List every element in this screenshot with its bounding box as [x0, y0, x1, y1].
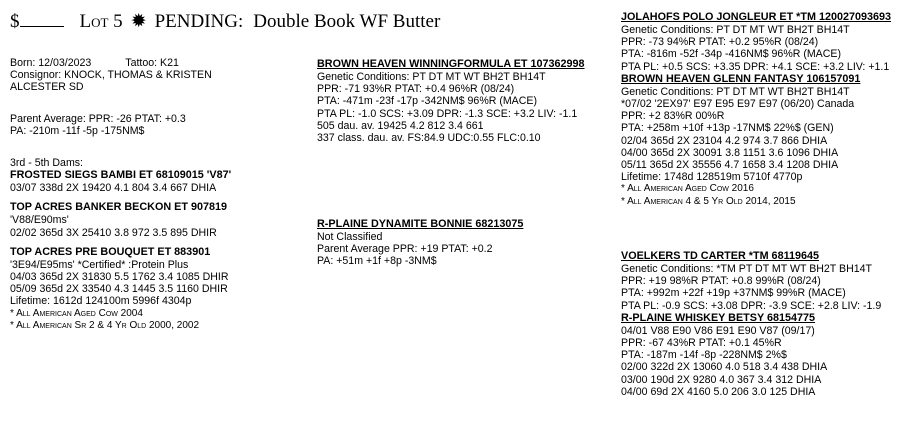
sire-classified-daughters: 337 class. dau. av. FS:84.9 UDC:0.55 FLC:0.10 [317, 132, 541, 145]
dam-award: * All American Aged Cow 2004 [10, 307, 143, 319]
consignor: Consignor: KNOCK, THOMAS & KRISTEN [10, 69, 212, 82]
sire-daughters: 505 dau. av. 19425 4.2 812 3.4 661 [317, 119, 484, 132]
left-column [10, 57, 300, 332]
ppr: PPR: -73 94%R PTAT: +0.2 95%R (08/24) [621, 36, 819, 49]
tattoo: Tattoo: K21 [125, 57, 179, 69]
dam-name: TOP ACRES BANKER BECKON ET 907819 [10, 201, 227, 214]
lifetime: Lifetime: 1748d 128519m 5710f 4770p [621, 171, 803, 184]
lot-label: Lot 5 [79, 11, 123, 32]
record: 04/00 365d 2X 30091 3.8 1151 3.6 1096 DHIA [621, 146, 839, 159]
pta: PTA: -816m -52f -34p -416NM$ 96%R (MACE) [621, 48, 841, 61]
price-symbol: $ [10, 11, 20, 32]
dam-of-dam-name: R-PLAINE WHISKEY BETSY 68154775 [621, 311, 816, 324]
dam-name: FROSTED SIEGS BAMBI ET 68109015 'V87' [10, 169, 232, 182]
classification: 04/01 V88 E90 V86 E91 E90 V87 (09/17) [621, 324, 815, 337]
record: 05/11 365d 2X 35556 4.7 1658 3.4 1208 DHIA [621, 159, 839, 172]
genetic-conditions: Genetic Conditions: PT DT MT WT BH2T BH14T [621, 24, 850, 36]
dam-name: R-PLAINE DYNAMITE BONNIE 68213075 [317, 218, 524, 230]
status-label: PENDING: [154, 11, 244, 32]
sire-of-dam-name: VOELKERS TD CARTER *TM 68119645 [621, 250, 820, 262]
dam-award: * All American Sr 2 & 4 Yr Old 2000, 2002 [10, 319, 200, 331]
dam-name: TOP ACRES PRE BOUQUET ET 883901 [10, 245, 211, 258]
pta-pl: PTA PL: +0.5 SCS: +3.35 DPR: +4.1 SCE: +3.2 LIV: +1.1 [621, 60, 890, 73]
sire-of-sire-name: JOLAHOFS POLO JONGLEUR ET *TM 120027093693 [621, 11, 892, 23]
pta: PTA: +258m +10f +13p -17NM$ 22%$ (GEN) [621, 122, 834, 135]
sire-ppr: PPR: -71 93%R PTAT: +0.4 96%R (08/24) [317, 83, 515, 96]
born-date: Born: 12/03/2023 [10, 57, 92, 69]
record: 02/04 365d 2X 23104 4.2 974 3.7 866 DHIA [621, 134, 828, 147]
dam-record: 05/09 365d 2X 33540 4.3 1445 3.5 1160 DHIR [10, 283, 228, 296]
born-tattoo-row [10, 57, 300, 69]
award: * All American 4 & 5 Yr Old 2014, 2015 [621, 195, 796, 207]
location: ALCESTER SD [10, 81, 84, 94]
pta-pl: PTA PL: -0.9 SCS: +3.08 DPR: -3.9 SCE: +2.8 LIV: -1.9 [621, 299, 882, 312]
middle-column [317, 58, 615, 144]
genetic-conditions: Genetic Conditions: *TM PT DT MT WT BH2T BH14T [621, 263, 872, 275]
dam-classification: 'V88/E90ms' [10, 214, 69, 227]
ppr: PPR: -67 43%R PTAT: +0.1 45%R [621, 337, 782, 350]
record: 04/00 69d 2X 4160 5.0 206 3.0 125 DHIA [621, 385, 816, 398]
dam-record: 02/02 365d 3X 25410 3.8 972 3.5 895 DHIR [10, 226, 217, 239]
right-column-top [621, 11, 919, 208]
dam-record: 04/03 365d 2X 31830 5.5 1762 3.4 1085 DHIR [10, 271, 229, 284]
award: * All American Aged Cow 2016 [621, 183, 754, 195]
star-icon: ✹ [130, 11, 147, 32]
dams-heading: 3rd - 5th Dams: [10, 157, 84, 170]
dam-pa-production: PA: +51m +1f +8p -3NM$ [317, 255, 437, 268]
ppr: PPR: +19 98%R PTAT: +0.8 99%R (08/24) [621, 275, 821, 288]
dam-record: 03/07 338d 2X 19420 4.1 804 3.4 667 DHIA [10, 182, 217, 195]
genetic-conditions: Genetic Conditions: PT DT MT WT BH2T BH14T [621, 85, 850, 98]
dam-parent-average: Parent Average PPR: +19 PTAT: +0.2 [317, 243, 493, 256]
classification: *07/02 '2EX97' E97 E95 E97 E97 (06/20) Canada [621, 98, 855, 111]
sire-pta-pl: PTA PL: -1.0 SCS: +3.09 DPR: -1.3 SCE: +3.2 LIV: -1.1 [317, 107, 578, 120]
dam-of-sire-name: BROWN HEAVEN GLENN FANTASY 106157091 [621, 72, 861, 85]
parent-average-production: PA: -210m -11f -5p -175NM$ [10, 124, 145, 137]
sire-pta: PTA: -471m -23f -17p -342NM$ 96%R (MACE) [317, 95, 537, 108]
record: 02/00 322d 2X 13060 4.0 518 3.4 438 DHIA [621, 361, 828, 374]
middle-dam-block [317, 218, 615, 268]
pta: PTA: -187m -14f -8p -228NM$ 2%$ [621, 349, 787, 362]
sire-genetic-conditions: Genetic Conditions: PT DT MT WT BH2T BH14T [317, 71, 546, 83]
dam-lifetime: Lifetime: 1612d 124100m 5996f 4304p [10, 295, 192, 308]
sire-name: BROWN HEAVEN WINNINGFORMULA ET 107362998 [317, 58, 585, 70]
parent-average: Parent Average: PPR: -26 PTAT: +0.3 [10, 112, 186, 125]
pta: PTA: +992m +22f +19p +37NM$ 99%R (MACE) [621, 287, 846, 300]
record: 03/00 190d 2X 9280 4.0 367 3.4 312 DHIA [621, 373, 822, 386]
animal-name: Double Book WF Butter [253, 11, 441, 32]
lot-header [10, 10, 440, 33]
price-blank-line [20, 10, 64, 27]
ppr: PPR: +2 83%R 00%R [621, 110, 725, 123]
dam-classification: Not Classified [317, 231, 383, 243]
dam-classification: '3E94/E95ms' *Certified* :Protein Plus [10, 258, 189, 271]
right-column-bottom [621, 250, 919, 398]
